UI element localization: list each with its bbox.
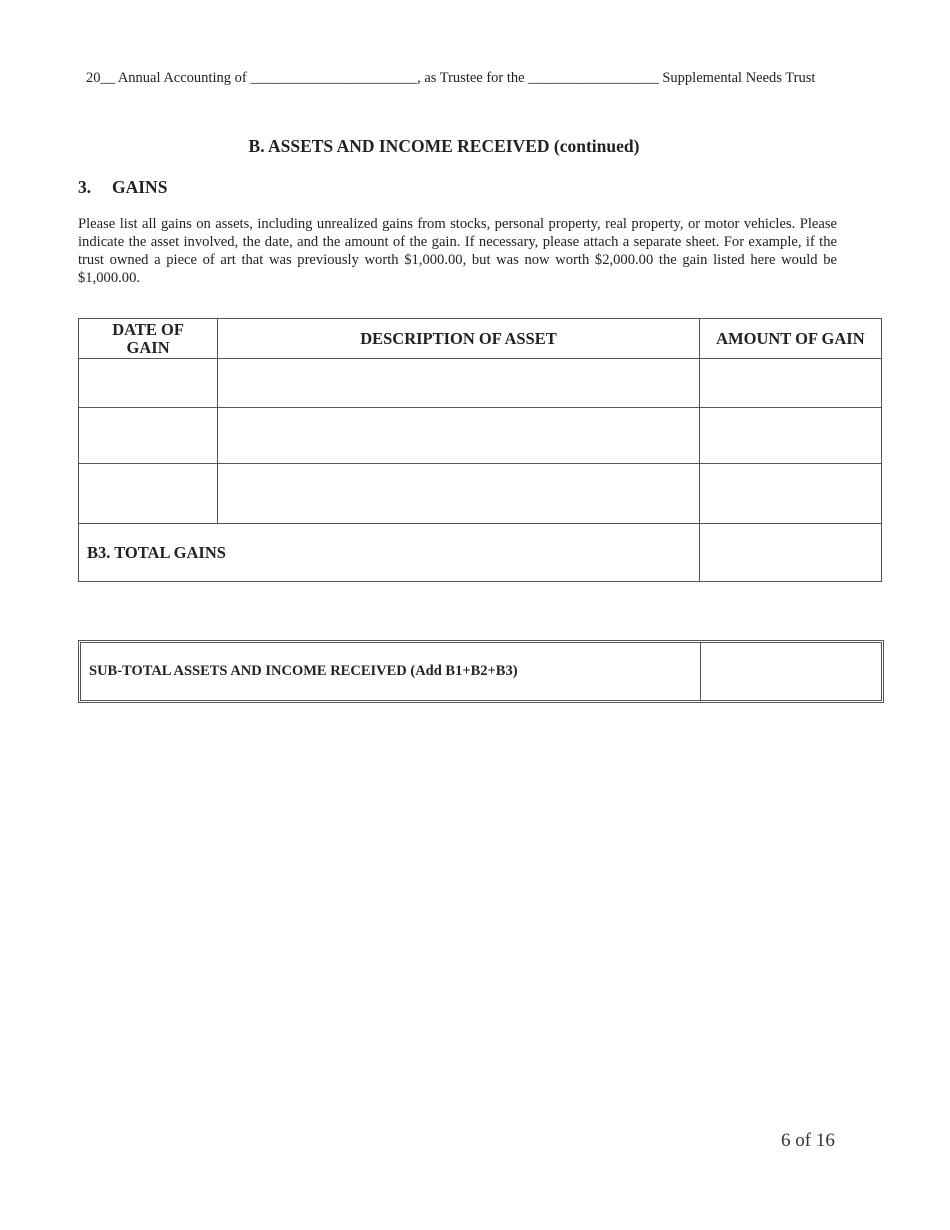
subtotal-value[interactable] bbox=[701, 643, 881, 700]
table-row bbox=[79, 408, 882, 464]
total-gains-label: B3. TOTAL GAINS bbox=[79, 524, 700, 582]
date-cell[interactable] bbox=[79, 359, 218, 408]
gains-instructions: Please list all gains on assets, including unrealized gains from stocks, personal property, real property, or motor vehicles. Please indicate the asset involved, the date, and the amount of the gain. If necessary, please attach a separate sheet. For example, if the trust owned a piece of art that was previously worth $1,000.00, but was now worth $2,000.00 the gain listed here would be $1,000.00. bbox=[78, 216, 837, 286]
description-cell[interactable] bbox=[218, 408, 700, 464]
accounting-header-line: 20__ Annual Accounting of _______________________, as Trustee for the __________________ Supplemental Needs Trust bbox=[86, 70, 816, 86]
page-number: 6 of 16 bbox=[781, 1130, 835, 1151]
description-cell[interactable] bbox=[218, 464, 700, 524]
section-title: B. ASSETS AND INCOME RECEIVED (continued) bbox=[248, 136, 640, 156]
amount-cell[interactable] bbox=[699, 408, 881, 464]
gains-table-header-row bbox=[79, 319, 882, 359]
amount-cell[interactable] bbox=[699, 464, 881, 524]
subsection-title: GAINS bbox=[112, 177, 168, 197]
subtotal-box bbox=[78, 640, 884, 703]
amount-cell[interactable] bbox=[699, 359, 881, 408]
total-gains-value[interactable] bbox=[699, 524, 881, 582]
date-header-line2: GAIN bbox=[126, 337, 170, 357]
date-header-line1: DATE OF bbox=[112, 319, 184, 339]
subtotal-label: SUB-TOTAL ASSETS AND INCOME RECEIVED (Add B1+B2+B3) bbox=[81, 643, 701, 700]
date-of-gain-header bbox=[79, 319, 218, 359]
description-cell[interactable] bbox=[218, 359, 700, 408]
table-row bbox=[79, 464, 882, 524]
total-gains-row bbox=[79, 524, 882, 582]
table-row bbox=[79, 359, 882, 408]
subsection-number: 3. bbox=[78, 177, 92, 197]
gains-table bbox=[78, 318, 882, 582]
date-cell[interactable] bbox=[79, 408, 218, 464]
subsection-heading bbox=[78, 177, 167, 198]
date-cell[interactable] bbox=[79, 464, 218, 524]
amount-of-gain-header: AMOUNT OF GAIN bbox=[699, 319, 881, 359]
description-of-asset-header: DESCRIPTION OF ASSET bbox=[218, 319, 700, 359]
